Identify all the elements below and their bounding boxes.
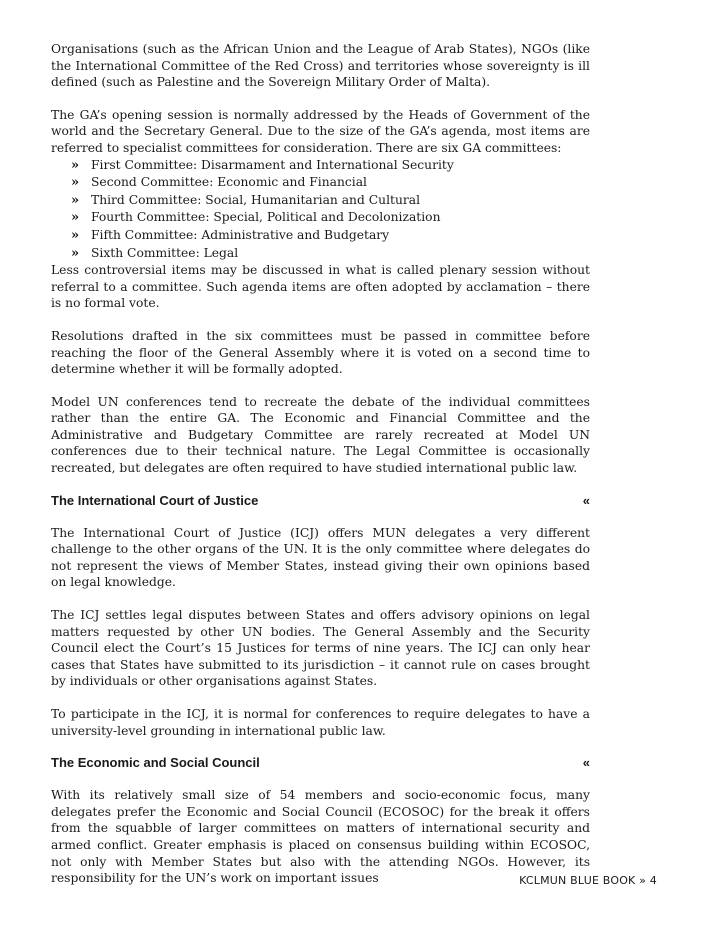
paragraph-plenary: Less controversial items may be discussed in what is called plenary session without referral to a committee. Such agenda items are often adopted by acclamation – there is no formal vote. [51, 263, 590, 311]
list-item: » Second Committee: Economic and Financial [71, 175, 367, 191]
list-item: » Fifth Committee: Administrative and Budgetary [71, 227, 390, 243]
list-item: » First Committee: Disarmament and International Security [71, 157, 454, 173]
section-heading-ecosoc [51, 755, 590, 771]
paragraph-model-un: Model UN conferences tend to recreate the debate of the individual committees rather than the entire GA. The Economic and Financial Committee and the Administrative and Budgetary Committee are rarely recreated at Model UN conferences due to their technical nature. The Legal Committee is occasionally recreated, but delegates are often required to have studied international public law. [51, 394, 590, 476]
page-content [51, 41, 590, 903]
paragraph-ga-opening: The GA’s opening session is normally addressed by the Heads of Government of the world and the Secretary General. Due to the size of the GA’s agenda, most items are referred to specialist committees for consideration. There are six GA committees: [51, 107, 590, 155]
chevron-right-icon: » [71, 157, 80, 173]
back-to-top-link[interactable]: « [582, 755, 590, 771]
paragraph-ecosoc-1: With its relatively small size of 54 members and socio-economic focus, many delegates prefer the Economic and Social Council (ECOSOC) for the break it offers from the squabble of larger committees on matters of international security and armed conflict. Greater emphasis is placed on consensus building within ECOSOC, not only with Member States but also with the attending NGOs. However, its responsibility for the UN’s work on important issues [51, 788, 590, 886]
section-heading-icj [51, 493, 590, 509]
chevron-right-icon: » [71, 245, 80, 261]
page-footer: KCLMUN BLUE BOOK » 4 [519, 874, 657, 887]
chevron-right-icon: » [71, 210, 80, 226]
section-title: The Economic and Social Council [51, 755, 260, 771]
paragraph-intro: Organisations (such as the African Union and the League of Arab States), NGOs (like the International Committee of the Red Cross) and territories whose sovereignty is ill defined (such as Palestine and the Sovereign Military Order of Malta). [51, 42, 590, 90]
chevron-right-icon: » [71, 192, 80, 208]
paragraph-icj-1: The International Court of Justice (ICJ) offers MUN delegates a very different challenge to the other organs of the UN. It is the only committee where delegates do not represent the views of Member States, instead giving their own opinions based on legal knowledge. [51, 525, 590, 590]
chevron-right-icon: » [71, 175, 80, 191]
list-item: » Third Committee: Social, Humanitarian and Cultural [71, 192, 421, 208]
chevron-right-icon: » [71, 227, 80, 243]
paragraph-icj-2: The ICJ settles legal disputes between States and offers advisory opinions on legal matters requested by other UN bodies. The General Assembly and the Security Council elect the Court’s 15 Justices for terms of nine years. The ICJ can only hear cases that States have submitted to its jurisdiction – it cannot rule on cases brought by individuals or other organisations against States. [51, 608, 590, 689]
paragraph-icj-3: To participate in the ICJ, it is normal for conferences to require delegates to have a university-level grounding in international public law. [51, 707, 590, 738]
paragraph-resolutions: Resolutions drafted in the six committees must be passed in committee before reaching the floor of the General Assembly where it is voted on a second time to determine whether it will be formally adopted. [51, 328, 590, 377]
section-title: The International Court of Justice [51, 492, 259, 508]
list-item: » Sixth Committee: Legal [71, 245, 239, 261]
back-to-top-link[interactable]: « [582, 492, 590, 508]
list-item: » Fourth Committee: Special, Political and Decolonization [71, 210, 441, 226]
committee-list [51, 157, 590, 263]
